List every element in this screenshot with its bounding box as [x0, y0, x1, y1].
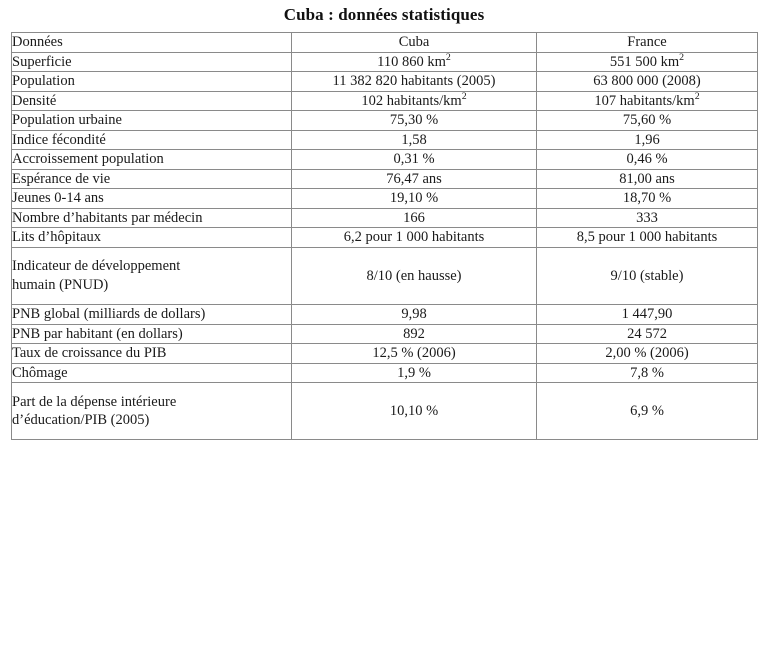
table-row — [12, 72, 758, 92]
cell-france: 7,8 % — [537, 363, 758, 383]
cell-france: 0,46 % — [537, 150, 758, 170]
cell-france: 63 800 000 (2008) — [537, 72, 758, 92]
row-label-line: Densité — [12, 92, 57, 109]
row-label — [12, 383, 292, 440]
row-label-line: humain (PNUD) — [12, 277, 109, 294]
table-row — [12, 130, 758, 150]
row-label — [12, 52, 292, 72]
table-row — [12, 344, 758, 364]
cell-cuba: 76,47 ans — [292, 169, 537, 189]
row-label — [12, 324, 292, 344]
row-label-line: PNB par habitant (en dollars) — [12, 325, 183, 342]
row-label-line: Jeunes 0-14 ans — [12, 190, 104, 207]
cell-france: 24 572 — [537, 324, 758, 344]
cell-cuba: 8/10 (en hausse) — [292, 248, 537, 305]
cell-cuba: 75,30 % — [292, 111, 537, 131]
row-label-line: Nombre d’habitants par médecin — [12, 209, 203, 226]
table-body — [12, 52, 758, 440]
row-label — [12, 111, 292, 131]
row-label-line: Lits d’hôpitaux — [12, 229, 102, 246]
row-label — [12, 150, 292, 170]
table-row — [12, 363, 758, 383]
table-row — [12, 228, 758, 248]
table-row — [12, 111, 758, 131]
row-label — [12, 305, 292, 325]
table-row — [12, 169, 758, 189]
table-row — [12, 305, 758, 325]
column-header-donnees: Données — [12, 33, 292, 53]
cell-cuba: 892 — [292, 324, 537, 344]
row-label — [12, 228, 292, 248]
cell-france: 1 447,90 — [537, 305, 758, 325]
row-label-line: Population — [12, 73, 75, 90]
table-row — [12, 189, 758, 209]
table-row — [12, 52, 758, 72]
column-header-france: France — [537, 33, 758, 53]
table-header-row — [12, 33, 758, 53]
cell-cuba: 0,31 % — [292, 150, 537, 170]
cell-cuba: 9,98 — [292, 305, 537, 325]
row-label — [12, 344, 292, 364]
row-label — [12, 72, 292, 92]
table-row — [12, 383, 758, 440]
cell-france: 8,5 pour 1 000 habitants — [537, 228, 758, 248]
table-container — [0, 32, 768, 440]
row-label-line: Indicateur de développement — [12, 258, 181, 275]
cell-france: 2,00 % (2006) — [537, 344, 758, 364]
cell-france: 551 500 $km^2$ — [537, 52, 758, 72]
table-row — [12, 150, 758, 170]
cell-france: 333 — [537, 208, 758, 228]
cell-cuba: 110 860 $km^2$ — [292, 52, 537, 72]
cell-cuba: 102 habitants/$km^2$ — [292, 91, 537, 111]
statistics-table — [11, 32, 758, 440]
row-label-line: Chômage — [12, 364, 68, 381]
row-label-line: Taux de croissance du PIB — [12, 345, 167, 362]
cell-france: 9/10 (stable) — [537, 248, 758, 305]
cell-cuba: 1,58 — [292, 130, 537, 150]
row-label — [12, 363, 292, 383]
cell-cuba: 19,10 % — [292, 189, 537, 209]
table-row — [12, 324, 758, 344]
column-header-cuba: Cuba — [292, 33, 537, 53]
table-header — [12, 33, 758, 53]
cell-cuba: 11 382 820 habitants (2005) — [292, 72, 537, 92]
row-label — [12, 91, 292, 111]
cell-cuba: 12,5 % (2006) — [292, 344, 537, 364]
table-row — [12, 91, 758, 111]
row-label-line: d’éducation/PIB (2005) — [12, 412, 150, 429]
cell-cuba: 166 — [292, 208, 537, 228]
row-label — [12, 189, 292, 209]
row-label — [12, 169, 292, 189]
cell-france: 107 habitants/$km^2$ — [537, 91, 758, 111]
table-row — [12, 208, 758, 228]
cell-france: 75,60 % — [537, 111, 758, 131]
row-label-line: Part de la dépense intérieure — [12, 393, 177, 410]
row-label — [12, 248, 292, 305]
cell-france: 18,70 % — [537, 189, 758, 209]
row-label-line: PNB global (milliards de dollars) — [12, 306, 206, 323]
table-row — [12, 248, 758, 305]
cell-france: 6,9 % — [537, 383, 758, 440]
row-label-line: Population urbaine — [12, 112, 122, 129]
row-label-line: Espérance de vie — [12, 170, 111, 187]
row-label-line: Accroissement population — [12, 151, 164, 168]
cell-france: 1,96 — [537, 130, 758, 150]
cell-cuba: 1,9 % — [292, 363, 537, 383]
cell-cuba: 10,10 % — [292, 383, 537, 440]
page-title: Cuba : données statistiques — [283, 5, 485, 24]
row-label-line: Indice fécondité — [12, 131, 106, 148]
row-label — [12, 130, 292, 150]
cell-france: 81,00 ans — [537, 169, 758, 189]
row-label — [12, 208, 292, 228]
row-label-line: Superficie — [12, 53, 72, 70]
cell-cuba: 6,2 pour 1 000 habitants — [292, 228, 537, 248]
